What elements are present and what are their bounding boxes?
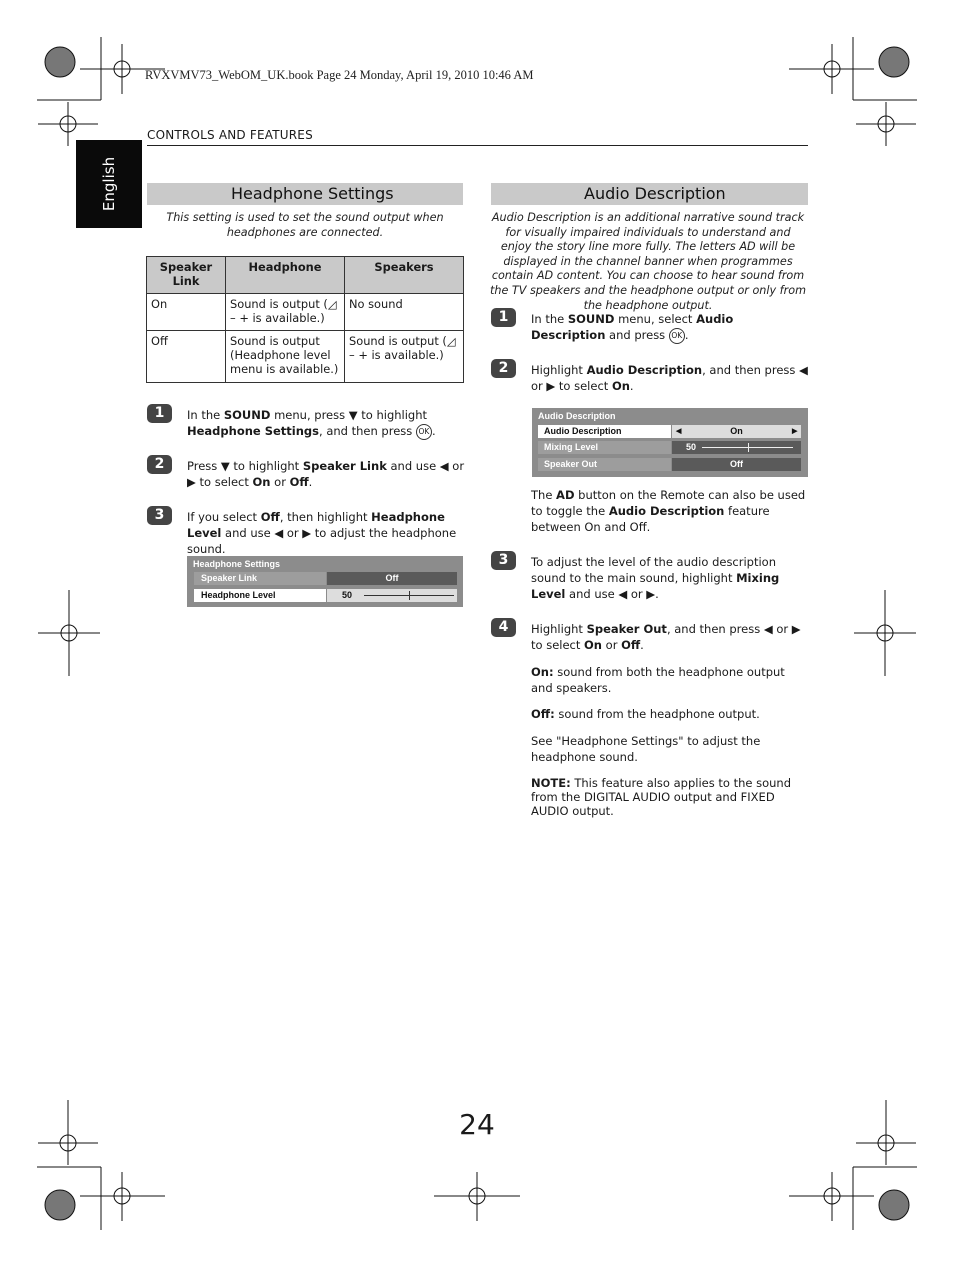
menu-row-value: Off bbox=[327, 572, 457, 585]
table-header: Headphone bbox=[226, 257, 345, 294]
menu-row-value: 50 bbox=[686, 442, 697, 452]
table-cell: On bbox=[147, 294, 226, 331]
on-description: On: sound from both the headphone output and speakers. bbox=[531, 665, 785, 695]
ok-button-icon: OK bbox=[416, 424, 432, 440]
headphone-intro: This setting is used to set the sound output when headphones are connected. bbox=[166, 211, 444, 239]
headphone-options-table bbox=[146, 256, 464, 383]
headphone-step-3: If you select Off, then highlight Headphone Level and use ◀ or ▶ to adjust the headphone sound. bbox=[187, 510, 457, 556]
table-header: Speakers bbox=[345, 257, 464, 294]
header-rule bbox=[147, 145, 808, 146]
menu-row-label: Headphone Level bbox=[194, 589, 326, 602]
step-number-badge: 3 bbox=[491, 551, 516, 570]
menu-row-value: On bbox=[730, 426, 743, 436]
table-cell: Sound is output (◿ – + is available.) bbox=[345, 331, 464, 383]
table-cell: Sound is output (◿ – + is available.) bbox=[226, 294, 345, 331]
step-number-badge: 1 bbox=[491, 308, 516, 327]
menu-row-value: Off bbox=[672, 458, 801, 471]
menu-title: Audio Description bbox=[538, 411, 616, 421]
step-number-badge: 4 bbox=[491, 618, 516, 637]
audio-step-2: Highlight Audio Description, and then press ◀ or ▶ to select On. bbox=[531, 363, 808, 393]
level-slider-knob[interactable] bbox=[409, 591, 410, 600]
table-header: Speaker Link bbox=[147, 257, 226, 294]
language-tab-label: English bbox=[100, 156, 118, 212]
menu-row-speaker-link[interactable] bbox=[194, 572, 457, 585]
feature-note: NOTE: This feature also applies to the sound from the DIGITAL AUDIO output and FIXED AUDIO output. bbox=[531, 776, 792, 818]
step-number-badge: 3 bbox=[147, 506, 172, 525]
menu-row-label: Audio Description bbox=[538, 425, 671, 438]
menu-row-mixing-level[interactable] bbox=[538, 441, 801, 454]
audio-description-intro: Audio Description is an additional narrative sound track for visually impaired individuals to understand and enjoy the story line more fully. The letters AD will be displayed in the channel banner when programmes contain AD content. You can choose to hear sound from the TV speakers and the headphone output or only from the headphone output. bbox=[490, 211, 806, 312]
table-row bbox=[147, 331, 464, 383]
menu-row-audio-description[interactable] bbox=[538, 425, 801, 438]
step-number-badge: 2 bbox=[491, 359, 516, 378]
audio-step-1: In the SOUND menu, select Audio Description and press OK . bbox=[531, 312, 734, 342]
audio-step-4: Highlight Speaker Out, and then press ◀ or ▶ to select On or Off. bbox=[531, 622, 801, 652]
language-tab bbox=[76, 140, 142, 228]
see-also-note: See "Headphone Settings" to adjust the headphone sound. bbox=[531, 734, 761, 764]
page-number: 24 bbox=[459, 1108, 495, 1141]
menu-title: Headphone Settings bbox=[193, 559, 281, 569]
table-cell: Off bbox=[147, 331, 226, 383]
headphone-settings-title: Headphone Settings bbox=[147, 183, 463, 205]
menu-row-label: Speaker Out bbox=[538, 458, 671, 471]
audio-description-title: Audio Description bbox=[491, 183, 808, 205]
menu-row-headphone-level[interactable] bbox=[194, 589, 457, 602]
menu-row-value: 50 bbox=[342, 590, 353, 600]
off-description: Off: sound from the headphone output. bbox=[531, 707, 760, 721]
headphone-settings-menu bbox=[187, 556, 463, 607]
audio-description-menu bbox=[532, 408, 808, 477]
menu-row-label: Speaker Link bbox=[194, 572, 326, 585]
table-cell: Sound is output (Headphone level menu is available.) bbox=[226, 331, 345, 383]
arrow-left-icon[interactable]: ◀ bbox=[676, 428, 682, 435]
menu-row-speaker-out[interactable] bbox=[538, 458, 801, 471]
menu-row-label: Mixing Level bbox=[538, 441, 671, 454]
ad-button-note: The AD button on the Remote can also be used to toggle the Audio Description feature between On and Off. bbox=[531, 488, 806, 534]
print-header: RVXVMV73_WebOM_UK.book Page 24 Monday, April 19, 2010 10:46 AM bbox=[145, 68, 534, 82]
level-slider-knob[interactable] bbox=[748, 443, 749, 452]
ok-button-icon: OK bbox=[669, 328, 685, 344]
headphone-step-1: In the SOUND menu, press ▼ to highlight Headphone Settings, and then press OK . bbox=[187, 408, 436, 438]
audio-step-3: To adjust the level of the audio description sound to the main sound, highlight Mixing Level and use ◀ or ▶. bbox=[531, 555, 780, 601]
table-cell: No sound bbox=[345, 294, 464, 331]
table-row bbox=[147, 294, 464, 331]
arrow-right-icon[interactable]: ▶ bbox=[792, 428, 798, 435]
step-number-badge: 2 bbox=[147, 455, 172, 474]
section-label: CONTROLS AND FEATURES bbox=[147, 128, 313, 142]
step-number-badge: 1 bbox=[147, 404, 172, 423]
headphone-step-2: Press ▼ to highlight Speaker Link and use ◀ or ▶ to select On or Off. bbox=[187, 459, 465, 489]
